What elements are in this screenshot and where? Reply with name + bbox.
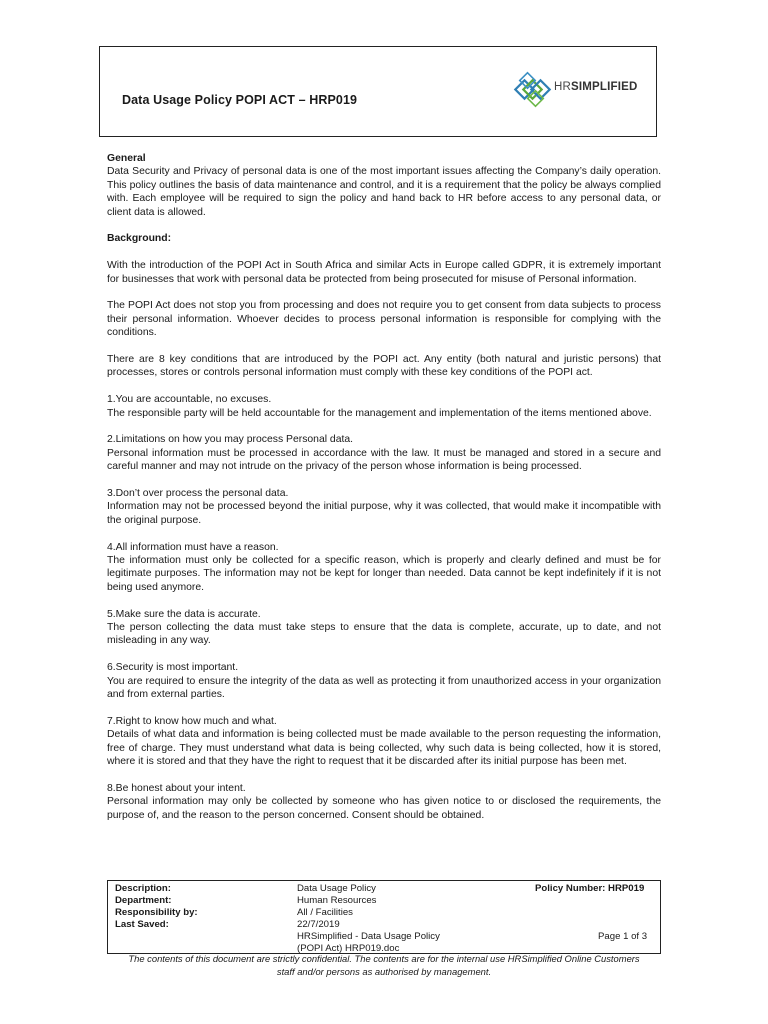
hrsimplified-logo xyxy=(512,71,642,111)
policy-body xyxy=(107,152,661,822)
department-value: Human Resources xyxy=(297,895,377,906)
document-header xyxy=(99,46,657,137)
background-heading: Background: xyxy=(107,233,172,245)
condition-text: Personal information may only be collected by someone who has given notice to or disclosed the requirements, the purpose of, and the reason to the person concerned. Consent should be obtained. xyxy=(107,796,661,821)
condition-text: The person collecting the data must take steps to ensure that the data is complete, accurate, up to date, and not misleading in any way. xyxy=(107,622,661,647)
condition-text: You are required to ensure the integrity of the data as well as protecting it from unauthorized access in your organization and from external parties. xyxy=(107,675,661,701)
file-name-line2: (POPI Act) HRP019.doc xyxy=(297,943,400,954)
condition-item xyxy=(107,715,661,769)
condition-text: Personal information must be processed in accordance with the law. It must be managed and stored in a secure and careful manner and may not intrude on the privacy of the person whose information is being processed. xyxy=(107,447,661,473)
condition-title: 7.Right to know how much and what. xyxy=(107,715,277,727)
condition-title: 6.Security is most important. xyxy=(107,662,239,674)
responsibility-label: Responsibility by: xyxy=(115,907,198,918)
page-number: Page 1 of 3 xyxy=(598,931,648,942)
condition-title: 1.You are accountable, no excuses. xyxy=(107,394,272,406)
condition-title: 3.Don’t over process the personal data. xyxy=(107,488,289,500)
background-paragraph: The POPI Act does not stop you from processing and does not require you to get consent from data subjects to process their personal information. Whoever decides to process personal information is responsible for complying with the conditions. xyxy=(107,300,661,339)
background-paragraph: There are 8 key conditions that are introduced by the POPI act. Any entity (both natural and juristic persons) that processes, stores or controls personal information must comply with these key conditions of the POPI act. xyxy=(107,354,661,379)
department-label: Department: xyxy=(115,895,172,906)
condition-title: 2.Limitations on how you may process Personal data. xyxy=(107,434,354,446)
general-heading: General xyxy=(107,153,146,164)
condition-item xyxy=(107,608,661,648)
condition-item xyxy=(107,393,661,420)
description-value: Data Usage Policy xyxy=(297,883,376,894)
condition-item xyxy=(107,661,661,701)
condition-item xyxy=(107,782,661,822)
condition-item xyxy=(107,487,661,527)
condition-item xyxy=(107,433,661,473)
last-saved-value: 22/7/2019 xyxy=(297,919,340,930)
confidentiality-line: staff and/or persons as authorised by management. xyxy=(276,965,492,977)
file-name-line1: HRSimplified - Data Usage Policy xyxy=(297,931,440,942)
condition-item xyxy=(107,541,661,595)
logo-diamonds-icon xyxy=(512,71,556,111)
logo-text xyxy=(554,81,638,93)
logo-text-suffix: SIMPLIFIED xyxy=(571,81,638,93)
last-saved-label: Last Saved: xyxy=(115,919,169,930)
document-footer-table xyxy=(107,880,661,954)
condition-text: The information must only be collected for a specific reason, which is properly and clearly defined and must be for legitimate purposes. The information may not be kept for longer than needed. Data cannot be kept indefinitely if it is not being used anymore. xyxy=(107,555,661,593)
condition-text: The responsible party will be held accountable for the management and implementation of the items mentioned above. xyxy=(107,407,652,419)
background-paragraph: With the introduction of the POPI Act in South Africa and similar Acts in Europe called GDPR, it is extremely important for businesses that work with personal data be protected from being prosecuted for misuse of Personal information. xyxy=(107,260,661,285)
general-paragraph: Data Security and Privacy of personal data is one of the most important issues affecting the Company’s daily operation. This policy outlines the basis of data maintenance and control, and it is a requirement that the policy be always complied with. Each employee will be required to sign the policy and hand back to HR before access to any personal data, or client data is allowed. xyxy=(107,166,661,218)
confidentiality-notice xyxy=(107,953,661,978)
condition-title: 5.Make sure the data is accurate. xyxy=(107,608,261,620)
condition-text: Details of what data and information is being collected must be made available to the person requesting the information, free of charge. They must understand what data is being collected, why such data is being collected, how it is stored, where it is stored and that they have the right to request that it be discarded after its initial purpose has been met. xyxy=(107,729,661,768)
confidentiality-line: The contents of this document are strictly confidential. The contents are for the internal use HRSimplified Online Customers xyxy=(128,953,640,964)
responsibility-value: All / Facilities xyxy=(297,907,353,918)
logo-text-prefix: HR xyxy=(554,81,572,93)
policy-number: Policy Number: HRP019 xyxy=(535,883,645,894)
document-title: Data Usage Policy POPI ACT – HRP019 xyxy=(122,93,358,107)
condition-title: 4.All information must have a reason. xyxy=(107,541,279,553)
condition-title: 8.Be honest about your intent. xyxy=(107,782,246,794)
condition-text: Information may not be processed beyond the initial purpose, why it was collected, that would make it incompatible with the original purpose. xyxy=(107,501,661,526)
description-label: Description: xyxy=(115,883,171,894)
